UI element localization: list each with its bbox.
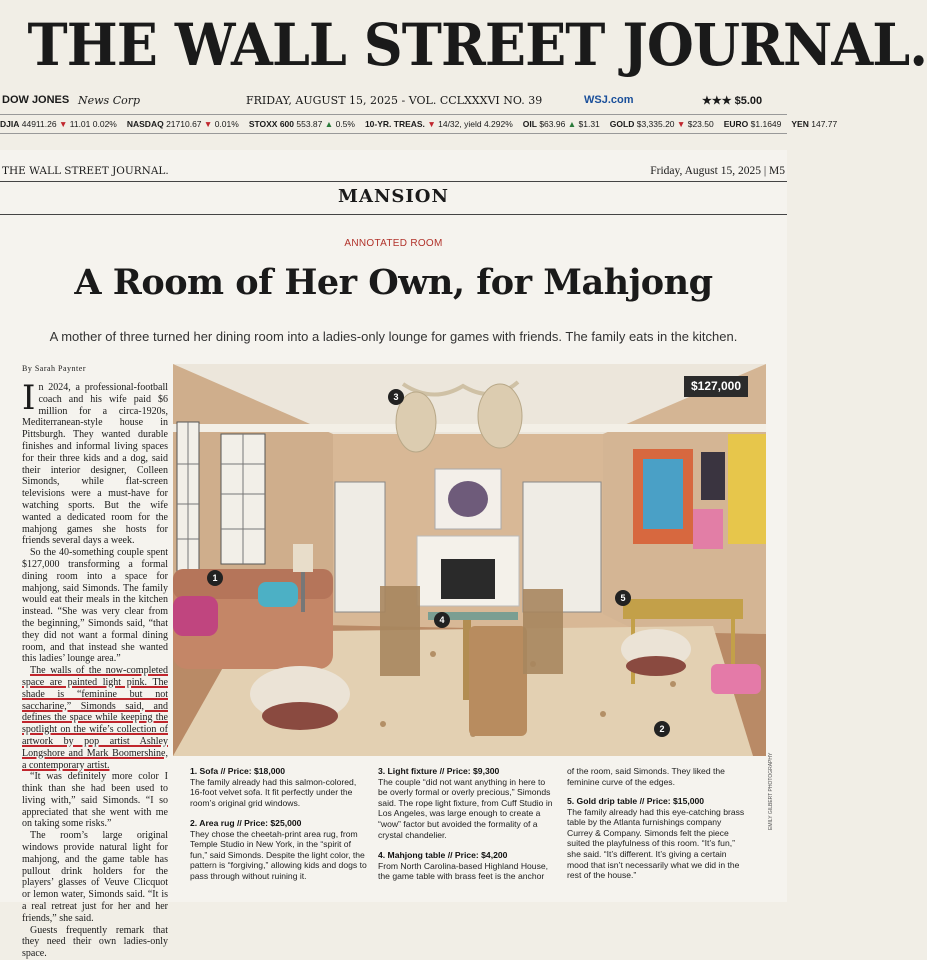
byline: By Sarah Paynter bbox=[22, 364, 86, 373]
dek: A mother of three turned her dining room into a ladies-only lounge for games with friends. The family eats in the kitchen. bbox=[49, 329, 738, 344]
ticker-item: YEN 147.77 bbox=[791, 119, 838, 129]
caption-table-head: 4. Mahjong table // Price: $4,200 bbox=[378, 850, 508, 860]
drop-cap: I bbox=[22, 378, 36, 418]
caption-sofa bbox=[190, 766, 368, 808]
paragraph-2: So the 40-something couple spent $127,000 transforming a formal dining room into a space for mahjong, said Simonds. The family would eat their meals in the kitchen instead. “She was very clear from the beginning,” Simonds said, “that they did not want a formal dining room, and that instead she wanted this ladies’ lounge area.” bbox=[22, 547, 168, 665]
caption-table-cont-text: of the room, said Simonds. They liked the feminine curve of the edges. bbox=[567, 766, 725, 787]
caption-drip-table bbox=[567, 796, 745, 881]
masthead-title: THE WALL STREET JOURNAL. bbox=[27, 11, 927, 79]
dateline: FRIDAY, AUGUST 15, 2025 - VOL. CCLXXXVI NO. 39 bbox=[246, 94, 543, 107]
running-title: THE WALL STREET JOURNAL. bbox=[2, 165, 169, 177]
marker-2: 2 bbox=[654, 721, 670, 737]
paragraph-5: The room’s large original windows provide natural light for mahjong, and the game table has pullout drink holders for the players’ glasses of Veuve Clicquot or lemon water, Simonds said. “It is a real retreat just for her and her friends,” she said. bbox=[22, 830, 168, 924]
news-corp-label: News Corp bbox=[78, 94, 141, 107]
kicker: ANNOTATED ROOM bbox=[344, 238, 443, 249]
caption-light-text: The couple “did not want anything in here to be overly formal or overly precious,” Simonds said. The rope light fixture, from Cuff Studio in Los Angeles, was large enough to create a “wow” factor but avoided the formality of a crystal chandelier. bbox=[378, 776, 553, 840]
dow-jones-label: DOW JONES bbox=[2, 94, 70, 106]
headline: A Room of Her Own, for Mahjong bbox=[74, 262, 713, 303]
paragraph-6: Guests frequently remark that they need their own ladies-only space. bbox=[22, 924, 168, 960]
ticker-item: 10-YR. TREAS. ▼ 14/32, yield 4.292% bbox=[364, 119, 513, 129]
caption-light-head: 3. Light fixture // Price: $9,300 bbox=[378, 766, 500, 776]
caption-sofa-text: The family already had this salmon-colored, 16-foot velvet sofa. It fit perfectly under the room’s original grid windows. bbox=[190, 776, 357, 808]
caption-table-text: From North Carolina-based Highland House, the game table with brass feet is the anchor bbox=[378, 860, 549, 882]
article-body bbox=[22, 378, 168, 960]
marker-5: 5 bbox=[615, 590, 631, 606]
ticker-item: NASDAQ 21710.67 ▼ 0.01% bbox=[126, 119, 239, 129]
paragraph-1: In 2024, a professional-football coach and his wife paid $6 million for a circa-1920s, Mediterranean-style house in Pittsburgh. They wanted durable finishes and informal living spaces for their three kids and a dog, said their interior designer, Colleen Simonds, while flat-screen televisions were a must-have for watching sports. But the wife wanted a dedicated room for the mahjong games she hosts for friends several days a week. bbox=[22, 378, 168, 547]
caption-table bbox=[378, 850, 556, 882]
photo-credit: EMILY GILBERT PHOTOGRAPHY bbox=[768, 752, 774, 830]
ticker-item: DJIA 44911.26 ▼ 11.01 0.02% bbox=[0, 119, 117, 129]
caption-rug bbox=[190, 818, 368, 882]
cover-price: ★★★ $5.00 bbox=[702, 95, 763, 107]
running-date: Friday, August 15, 2025 | M5 bbox=[650, 165, 785, 177]
paragraph-4: “It was definitely more color I think than she had been used to living with,” said Simonds. “I so appreciated that she went with me on taking some risks.” bbox=[22, 771, 168, 830]
ticker-item: EURO $1.1649 bbox=[723, 119, 782, 129]
ticker-item: OIL $63.96 ▲ $1.31 bbox=[522, 119, 600, 129]
caption-drip-text: The family already had this eye-catching brass table by the Atlanta furnishings company Currey & Company. Simonds felt the piece suited the playfulness of this room. “It’s fun,” she said. “It’s different. It’s giving a certain mood that isn’t necessarily what we did in the rest of the house.” bbox=[567, 806, 745, 881]
running-header bbox=[0, 163, 787, 183]
total-price-badge: $127,000 bbox=[684, 376, 748, 397]
caption-rug-text: They chose the cheetah-print area rug, from Temple Studio in New York, in the “spirit of fun,” said Simonds. Despite the light color, the pattern is “forgiving,” allowing kids and dogs to pass through without ruining it. bbox=[190, 828, 367, 881]
paragraph-3-underlined: The walls of the now-completed space are painted light pink. The shade is “feminine but not saccharine,” Simonds said, and defines the space while keeping the spotlight on the wife’s collection of artwork by pop artist Ashley Longshore and Mark Boomershine, a contemporary artist. bbox=[22, 665, 168, 771]
masthead-infobar bbox=[0, 90, 787, 112]
site-link[interactable]: WSJ.com bbox=[584, 94, 634, 106]
header-rule bbox=[0, 181, 787, 182]
section-rule bbox=[0, 214, 787, 215]
ticker-item: STOXX 600 553.87 ▲ 0.5% bbox=[248, 119, 355, 129]
section-name: MANSION bbox=[338, 186, 449, 207]
caption-drip-head: 5. Gold drip table // Price: $15,000 bbox=[567, 796, 705, 806]
caption-light bbox=[378, 766, 556, 840]
masthead bbox=[0, 0, 927, 90]
caption-sofa-head: 1. Sofa // Price: $18,000 bbox=[190, 766, 286, 776]
marker-1: 1 bbox=[207, 570, 223, 586]
ticker-item: GOLD $3,335.20 ▼ $23.50 bbox=[609, 119, 714, 129]
marker-3: 3 bbox=[388, 389, 404, 405]
room-illustration bbox=[173, 364, 766, 756]
marker-4: 4 bbox=[434, 612, 450, 628]
market-ticker bbox=[0, 114, 838, 134]
caption-rug-head: 2. Area rug // Price: $25,000 bbox=[190, 818, 302, 828]
room-photo bbox=[173, 364, 766, 756]
caption-table-cont bbox=[567, 766, 745, 787]
